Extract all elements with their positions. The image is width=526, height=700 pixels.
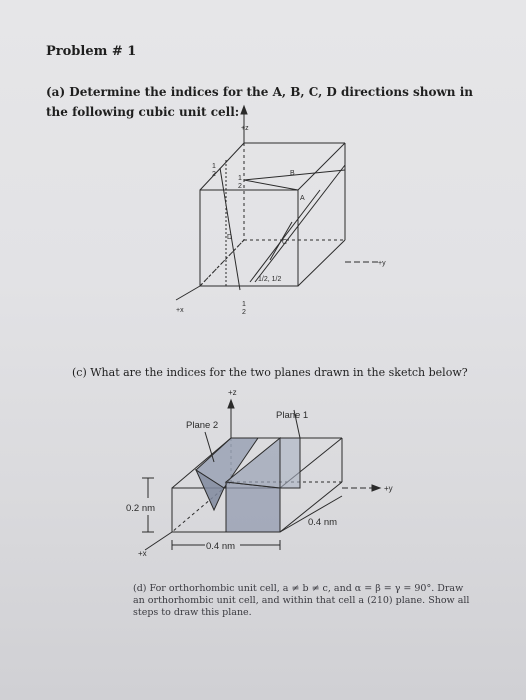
- fig2-axis-y-label: +y: [384, 484, 393, 493]
- vector-C-label: C: [282, 239, 288, 246]
- fig1-axis-y-label: +y: [378, 260, 386, 267]
- fraction-half-mid-den: 2: [238, 183, 242, 190]
- fig1-axis-z-label: +z: [241, 125, 249, 132]
- fraction-half-mid: 1: [238, 175, 242, 182]
- plane-1-label: Plane 1: [276, 410, 309, 421]
- vector-D-label: D: [227, 234, 233, 241]
- problem-title: Problem # 1: [46, 44, 137, 59]
- vector-B-label: B: [290, 170, 295, 177]
- fraction-half-bottom-den: 2: [242, 309, 246, 316]
- fraction-half-bottom: 1: [242, 301, 246, 308]
- fig2-axis-z-label: +z: [228, 388, 237, 397]
- question-d: (d) For orthorhombic unit cell, a ≠ b ≠ c, and α = β = γ = 90°. Draw an orthorhombic unit cell, and within that cell a (210) plane. Show all steps to draw this plane.: [133, 583, 470, 618]
- plane-2-label: Plane 2: [186, 420, 219, 431]
- question-a: (a) Determine the indices for the A, B, C, D directions shown in the following cubic unit cell:: [46, 85, 473, 119]
- vector-A-label: A: [300, 195, 305, 202]
- dim-y-label: 0.4 nm: [308, 517, 338, 528]
- question-c: (c) What are the indices for the two planes drawn in the sketch below?: [72, 366, 468, 379]
- fraction-half-top: 1: [212, 163, 216, 170]
- dim-x-label: 0.4 nm: [206, 541, 236, 552]
- dim-z-label: 0.2 nm: [126, 503, 156, 514]
- fraction-pair: 1/2, 1/2: [258, 276, 282, 283]
- fig2-axis-x-label: +x: [138, 549, 147, 558]
- fig1-axis-x-label: +x: [176, 307, 184, 314]
- fraction-half-top-den: 2: [212, 171, 216, 178]
